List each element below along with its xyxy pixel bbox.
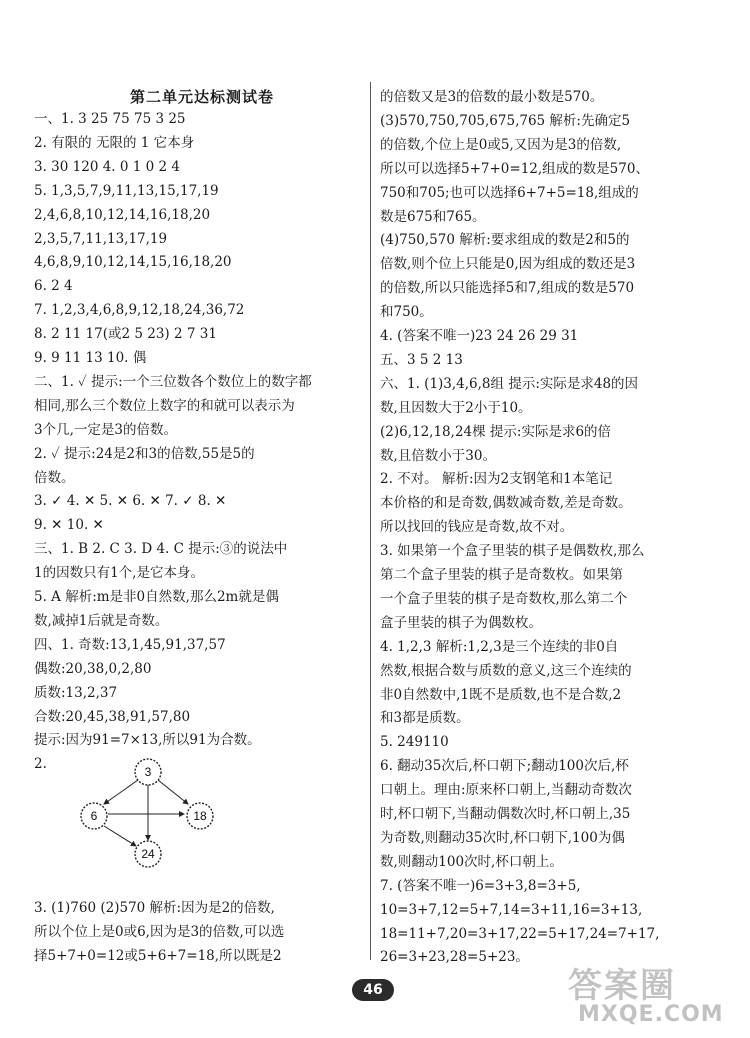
text-line: 数,且因数大于2小于10。 <box>380 399 532 416</box>
text-line: 9. ✕ 10. ✕ <box>34 517 104 534</box>
text-line: 的倍数又是3的倍数的最小数是570。 <box>380 89 604 105</box>
text-line: 一、1. 3 25 75 75 3 25 <box>34 111 186 127</box>
column-divider <box>370 82 371 960</box>
text-line: 6. 翻动35次后,杯口朝下;翻动100次后,杯 <box>380 758 629 775</box>
text-line: 7. 1,2,3,4,6,8,9,12,18,24,36,72 <box>34 302 245 319</box>
text-line: 合数:20,45,38,91,57,80 <box>34 708 191 725</box>
text-line: 数,且倍数小于30。 <box>380 447 496 464</box>
text-line: 26=3+23,28=5+23。 <box>380 949 529 966</box>
text-line: 4. 1,2,3 解析:1,2,3是三个连续的非0自 <box>380 638 619 655</box>
text-line: 一个盒子里装的棋子是奇数枚,那么第二个 <box>380 590 628 607</box>
text-line: 2. ✓ 提示:24是2和3的倍数,55是5的 <box>34 445 255 462</box>
text-line: 8. 2 11 17(或2 5 23) 2 7 31 <box>34 326 217 343</box>
text-line: 质数:13,2,37 <box>34 684 118 701</box>
text-line: 18=11+7,20=3+17,22=5+17,24=7+17, <box>380 925 660 942</box>
text-line: 五、3 5 2 13 <box>380 351 463 368</box>
text-line: 4,6,8,9,10,12,14,15,16,18,20 <box>34 254 232 271</box>
text-line: 2,4,6,8,10,12,14,16,18,20 <box>34 206 211 223</box>
text-line: 倍数,则个位上只能是0,因为组成的数还是3 <box>380 256 636 273</box>
watermark-logo <box>560 958 740 1030</box>
text-line: 3个几,一定是3的倍数。 <box>34 421 177 438</box>
text-line: 的倍数,所以只能选择5和7,组成的数是570 <box>380 280 635 297</box>
diagram-node-label: 6 <box>90 809 98 823</box>
text-line: 1的因数只有1个,是它本身。 <box>34 565 204 582</box>
text-line: 非0自然数中,1既不是质数,也不是合数,2 <box>380 686 622 703</box>
text-line: (2)6,12,18,24棵 提示:实际是求6的倍 <box>380 423 612 440</box>
text-line: 口朝上。理由:原来杯口朝上,当翻动奇数次 <box>380 782 632 799</box>
text-line: 为奇数,则翻动35次时,杯口朝下,100为偶 <box>380 829 625 846</box>
text-line: 3. 如果第一个盒子里装的棋子是偶数枚,那么 <box>380 543 645 560</box>
text-line: 择5+7+0=12或5+6+7=18,所以既是2 <box>34 947 282 964</box>
text-line: 四、1. 奇数:13,1,45,91,37,57 <box>34 636 226 653</box>
text-line: 和3都是质数。 <box>380 710 470 727</box>
number-relation-diagram <box>72 758 222 868</box>
text-line: 然数,根据合数与质数的意义,这三个连续的 <box>380 662 632 679</box>
text-line: 相同,那么三个数位上数字的和就可以表示为 <box>34 397 295 414</box>
watermark-line1: 答案圈 <box>568 966 676 1006</box>
text-line: 六、1. (1)3,4,6,8组 提示:实际是求48的因 <box>380 375 639 392</box>
text-line: 6. 2 4 <box>34 278 73 295</box>
text-line: 所以找回的钱应是奇数,故不对。 <box>380 519 574 536</box>
text-line: 盒子里装的棋子为偶数枚。 <box>380 614 542 631</box>
diagram-node-label: 24 <box>141 847 155 861</box>
text-line: 2. <box>34 756 47 773</box>
text-line: 5. A 解析:m是非0自然数,那么2m就是偶 <box>34 589 279 605</box>
diagram-node-label: 3 <box>144 765 152 779</box>
text-line: 二、1. ✓ 提示:一个三位数各个数位上的数字都 <box>34 373 312 390</box>
text-line: 数是675和765。 <box>380 208 486 225</box>
text-line: 的倍数,个位上是0或5,又因为是3的倍数, <box>380 136 622 153</box>
text-line: 3. 30 120 4. 0 1 0 2 4 <box>34 158 180 175</box>
diagram-node-label: 18 <box>193 809 207 823</box>
text-line: 本价格的和是奇数,偶数减奇数,差是奇数。 <box>380 495 632 512</box>
text-line: 数,则翻动100次时,杯口朝上。 <box>380 853 563 870</box>
text-line: 提示:因为91=7×13,所以91为合数。 <box>34 732 261 749</box>
text-line: 3. (1)760 (2)570 解析:因为是2的倍数, <box>34 899 275 916</box>
text-line: 所以可以选择5+7+0=12,组成的数是570、 <box>380 160 649 177</box>
text-line: 4. (答案不唯一)23 24 26 29 31 <box>380 328 579 344</box>
watermark-line2: MXQE.COM <box>578 1002 724 1027</box>
text-line: (3)570,750,705,675,765 解析:先确定5 <box>380 112 631 129</box>
text-line: 10=3+7,12=5+7,14=3+11,16=3+13, <box>380 901 643 918</box>
text-line: 7. (答案不唯一)6=3+3,8=3+5, <box>380 877 581 894</box>
page-title: 第二单元达标测试卷 <box>130 88 275 106</box>
text-line: 5. 1,3,5,7,9,11,13,15,17,19 <box>34 182 219 199</box>
text-line: 9. 9 11 13 10. 偶 <box>34 350 147 366</box>
text-line: 5. 249110 <box>380 734 449 751</box>
text-line: (4)750,570 解析:要求组成的数是2和5的 <box>380 232 630 249</box>
text-line: 三、1. B 2. C 3. D 4. C 提示:③的说法中 <box>34 541 288 558</box>
text-line: 2,3,5,7,11,13,17,19 <box>34 230 168 247</box>
text-line: 2. 有限的 无限的 1 它本身 <box>34 134 195 151</box>
text-line: 偶数:20,38,0,2,80 <box>34 660 152 677</box>
page-number: 46 <box>352 979 394 1001</box>
text-line: 750和705;也可以选择6+7+5=18,组成的 <box>380 184 639 201</box>
text-line: 所以个位上是0或6,因为是3的倍数,可以选 <box>34 923 285 940</box>
text-line: 第二个盒子里装的棋子是奇数枚。如果第 <box>380 567 623 583</box>
text-line: 倍数。 <box>34 469 75 486</box>
text-line: 2. 不对。 解析:因为2支钢笔和1本笔记 <box>380 471 613 488</box>
text-line: 3. ✓ 4. ✕ 5. ✕ 6. ✕ 7. ✓ 8. ✕ <box>34 493 227 510</box>
text-line: 和750。 <box>380 304 433 321</box>
text-line: 数,减掉1后就是奇数。 <box>34 612 169 629</box>
text-line: 时,杯口朝下,当翻动偶数次时,杯口朝上,35 <box>380 806 631 822</box>
